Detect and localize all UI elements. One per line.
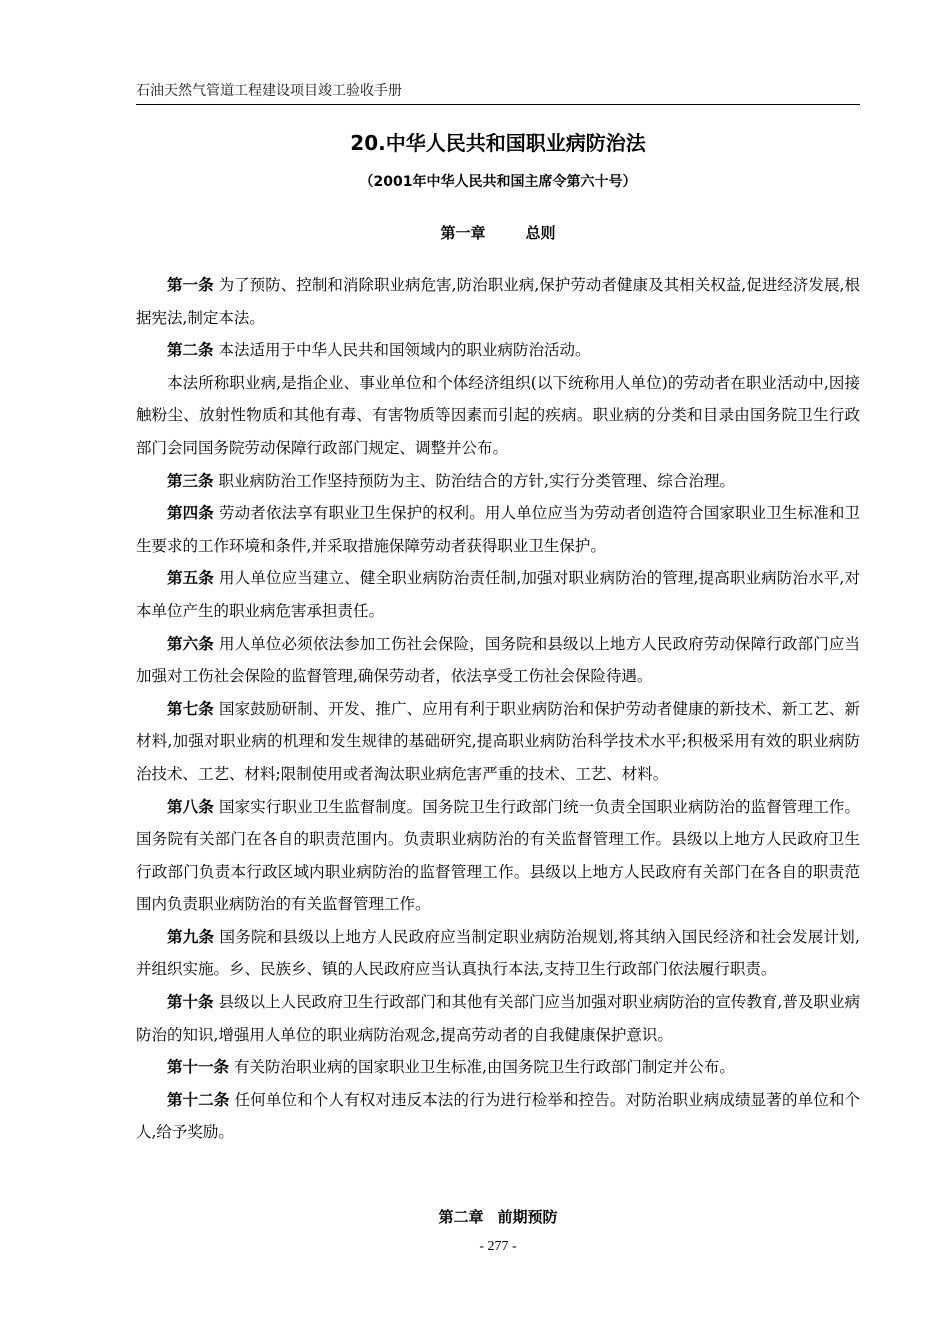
article-number: 第一条 (167, 276, 214, 294)
running-title: 石油天然气管道工程建设项目竣工验收手册 (136, 83, 402, 99)
article-text: 为了预防、控制和消除职业病危害,防治职业病,保护劳动者健康及其相关权益,促进经济发展,根据宪法,制定本法。 (136, 276, 860, 327)
article-number: 第十条 (167, 993, 214, 1012)
article-text: 劳动者依法享有职业卫生保护的权利。用人单位应当为劳动者创造符合国家职业卫生标准和卫生要求的工作环境和条件,并采取措施保障劳动者获得职业卫生保护。 (136, 504, 860, 555)
article-paragraph (136, 562, 860, 627)
article-text: 任何单位和个人有权对违反本法的行为进行检举和控告。对防治职业病成绩显著的单位和个人,给予奖励。 (136, 1090, 860, 1142)
article-paragraph (136, 1084, 860, 1149)
page-number: - 277 - (479, 1239, 517, 1254)
article-paragraph (136, 334, 860, 367)
article-number: 第六条 (167, 634, 214, 653)
chapter-2-number: 第二章 (438, 1208, 484, 1226)
article-text: 县级以上人民政府卫生行政部门和其他有关部门应当加强对职业病防治的宣传教育,普及职业病防治的知识,增强用人单位的职业病防治观念,提高劳动者的自我健康保护意识。 (136, 993, 860, 1044)
article-paragraph (136, 269, 860, 334)
chapter-2-name: 前期预防 (497, 1208, 558, 1226)
article-text: 用人单位应当建立、健全职业病防治责任制,加强对职业病防治的管理,提高职业病防治水平,对本单位产生的职业病危害承担责任。 (136, 569, 860, 620)
chapter-1-heading (136, 222, 860, 244)
article-paragraph (136, 497, 860, 562)
article-number: 第五条 (167, 569, 214, 588)
article-number: 第二条 (167, 341, 214, 360)
article-text: 国家实行职业卫生监督制度。国务院卫生行政部门统一负责全国职业病防治的监督管理工作。国务院有关部门在各自的职责范围内。负责职业病防治的有关监督管理工作。县级以上地方人民政府卫生行政部门负责本行政区域内职业病防治的监督管理工作。县级以上地方人民政府有关部门在各自的职责范围内负责职业病防治的有关监督管理工作。 (136, 797, 860, 914)
chapter-1-name: 总则 (525, 224, 556, 242)
article-paragraph (136, 693, 860, 791)
body-text (136, 269, 860, 1149)
article-paragraph (136, 628, 860, 693)
article-number: 第十一条 (167, 1058, 230, 1077)
article-text: 有关防治职业病的国家职业卫生标准,由国务院卫生行政部门制定并公布。 (233, 1058, 735, 1077)
document-title: 20.中华人民共和国职业病防治法 (350, 131, 646, 155)
article-number: 第四条 (167, 504, 214, 523)
article-text: 国家鼓励研制、开发、推广、应用有利于职业病防治和保护劳动者健康的新技术、新工艺、新材料,加强对职业病的机理和发生规律的基础研究,提高职业病防治科学技术水平;积极采用有效的职业病防治技术、工艺、材料;限制使用或者淘汰职业病危害严重的技术、工艺、材料。 (136, 699, 860, 783)
article-text: 本法所称职业病,是指企业、事业单位和个体经济组织(以下统称用人单位)的劳动者在职业活动中,因接触粉尘、放射性物质和其他有毒、有害物质等因素而引起的疾病。职业病的分类和目录由国务院卫生行政部门会同国务院劳动保障行政部门规定、调整并公布。 (136, 373, 860, 457)
chapter-2-heading (136, 1206, 860, 1228)
article-text: 国务院和县级以上地方人民政府应当制定职业病防治规划,将其纳入国民经济和社会发展计划,并组织实施。乡、民族乡、镇的人民政府应当认真执行本法,支持卫生行政部门依法履行职责。 (136, 927, 860, 979)
chapter-1-number: 第一章 (440, 224, 486, 242)
article-text: 本法适用于中华人民共和国领域内的职业病防治活动。 (218, 341, 591, 360)
article-number: 第八条 (167, 797, 214, 816)
article-paragraph (136, 986, 860, 1051)
document-subtitle: （2001年中华人民共和国主席令第六十号） (359, 174, 637, 190)
article-paragraph (136, 791, 860, 921)
article-number: 第十二条 (167, 1090, 230, 1109)
article-paragraph (136, 921, 860, 986)
article-number: 第七条 (167, 699, 214, 718)
article-paragraph (136, 367, 860, 465)
header-rule (136, 104, 860, 105)
article-paragraph (136, 465, 860, 498)
article-paragraph (136, 1051, 860, 1084)
article-number: 第九条 (167, 927, 215, 946)
article-text: 职业病防治工作坚持预防为主、防治结合的方针,实行分类管理、综合治理。 (218, 471, 735, 490)
page-header (136, 82, 860, 106)
article-number: 第三条 (167, 471, 214, 490)
article-text: 用人单位必须依法参加工伤社会保险，国务院和县级以上地方人民政府劳动保障行政部门应当加强对工伤社会保险的监督管理,确保劳动者，依法享受工伤社会保险待遇。 (136, 634, 860, 686)
